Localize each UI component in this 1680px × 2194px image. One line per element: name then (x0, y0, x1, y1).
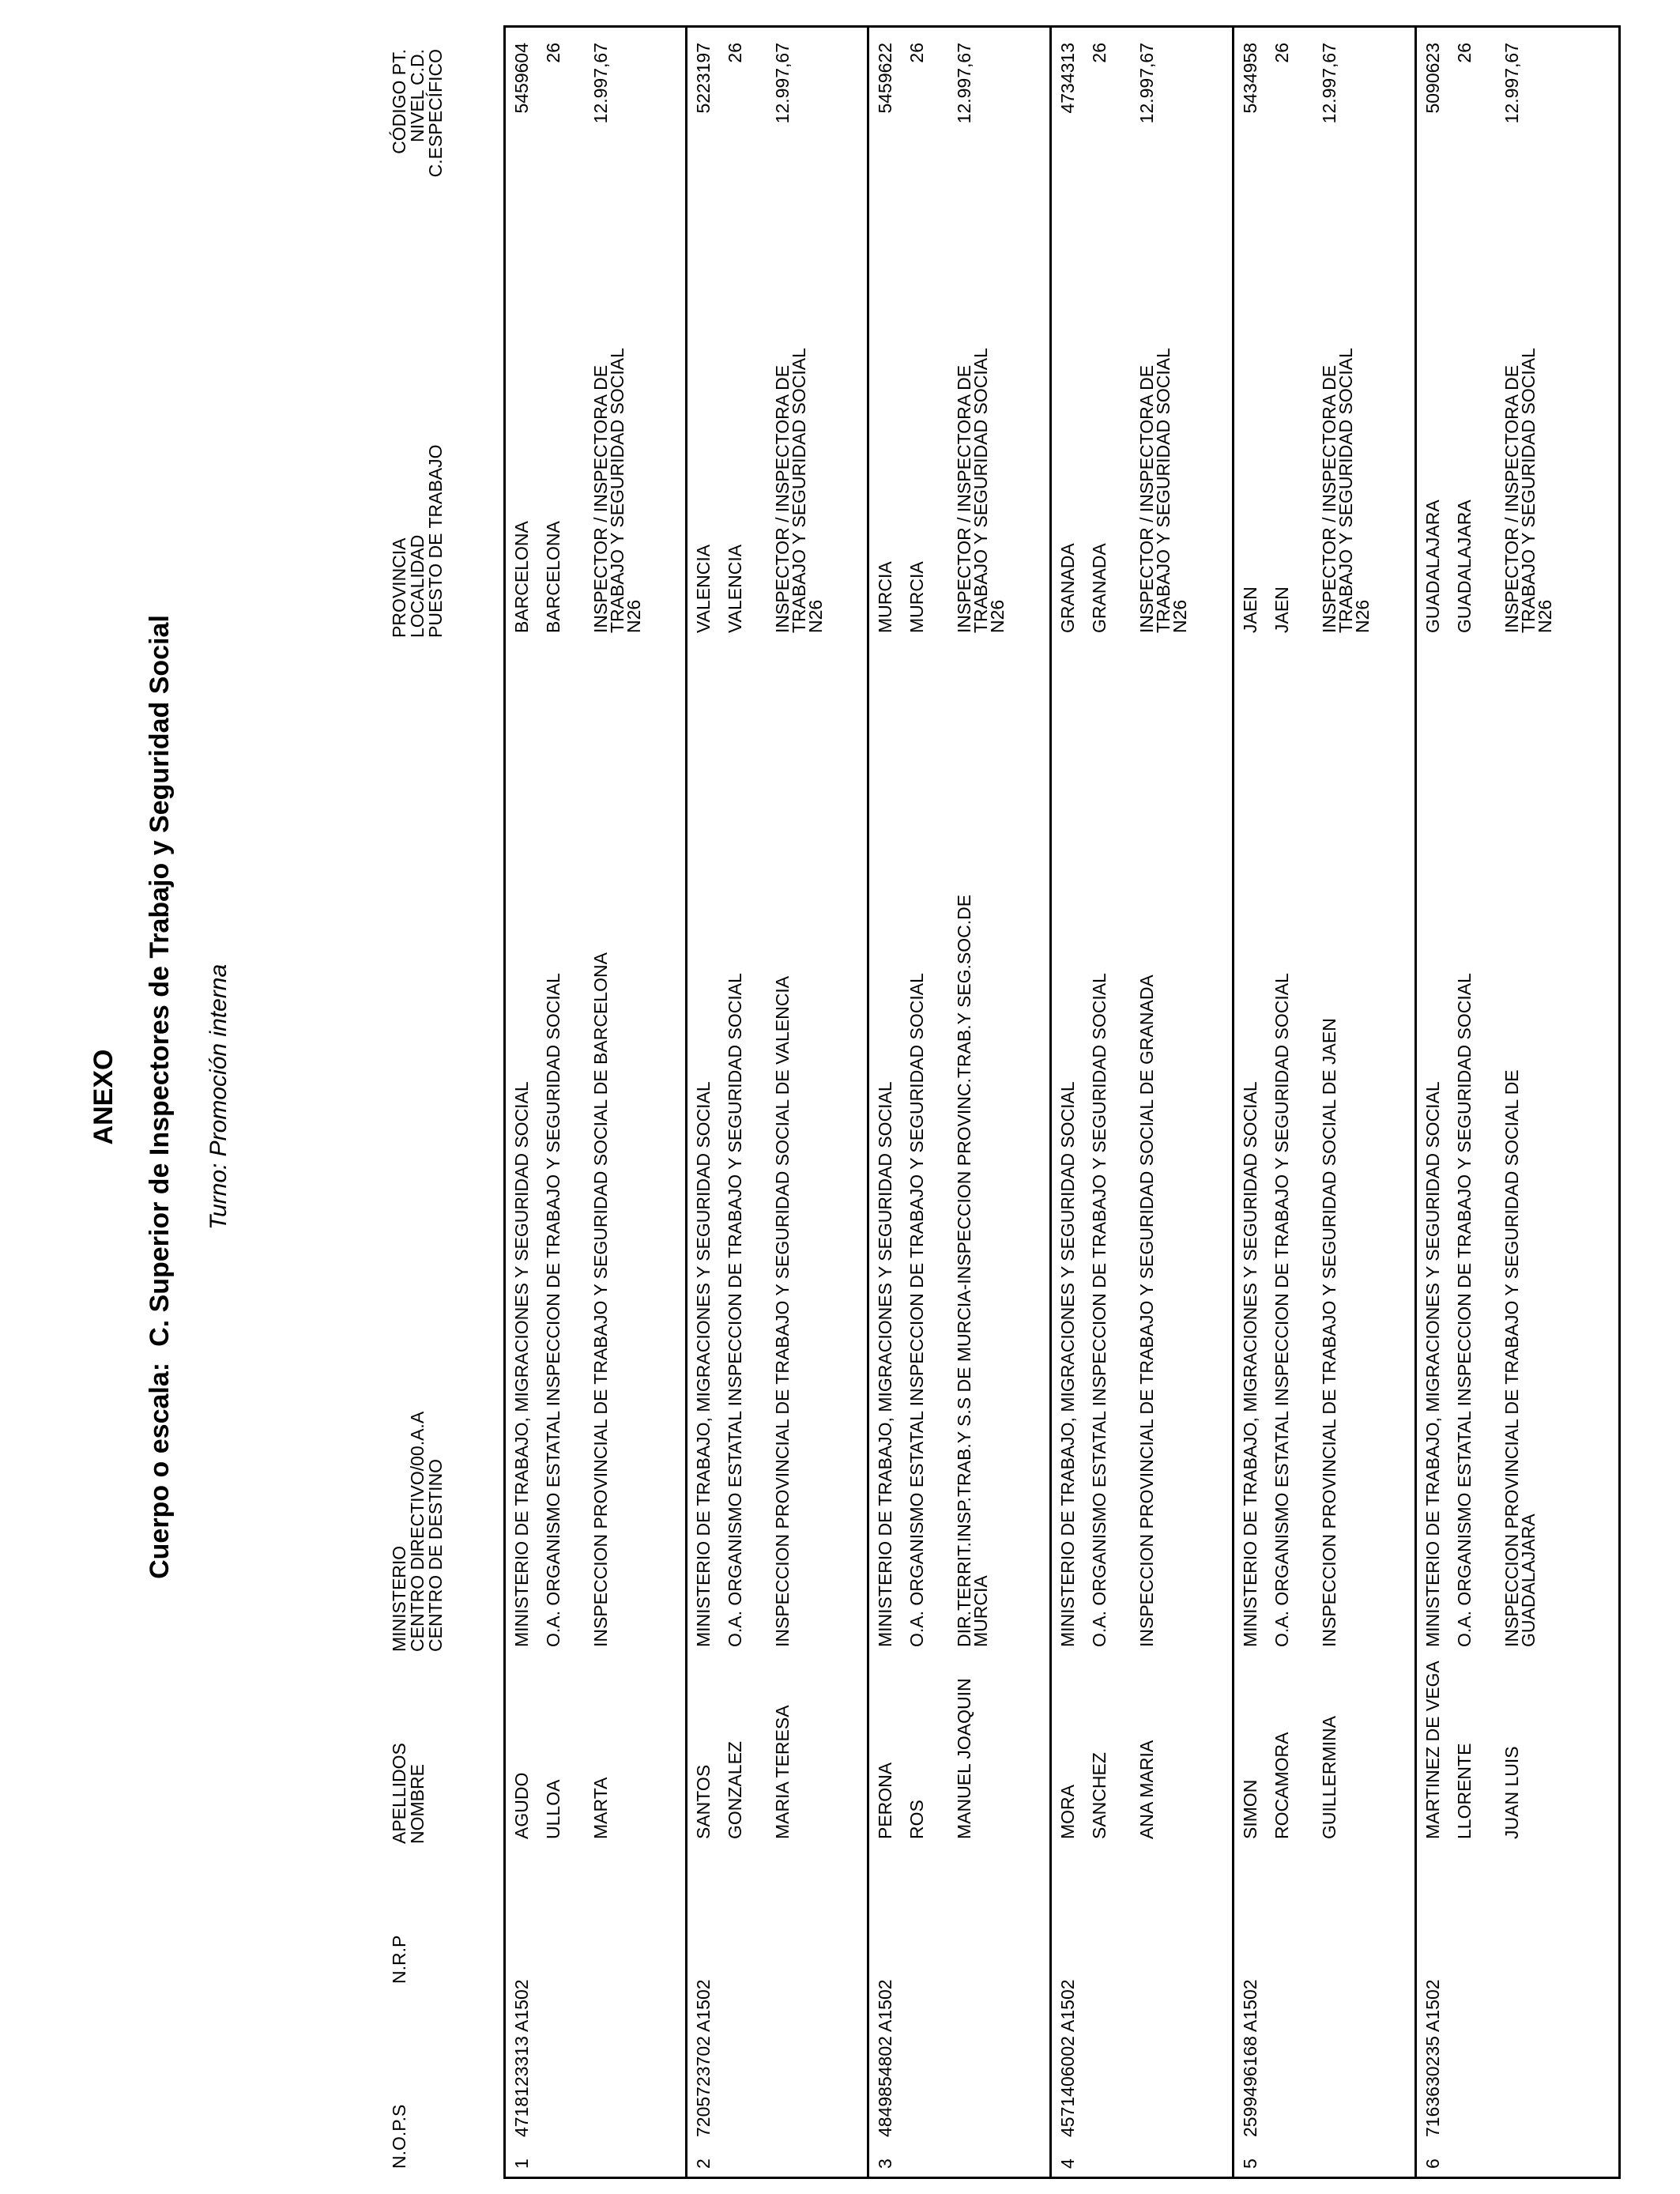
cuerpo-line (145, 0, 175, 2194)
header-provincia-puesto (390, 444, 445, 638)
row-nrp: 4718123313 A1502 (511, 1979, 532, 2137)
header-codigo-nivel (390, 49, 445, 278)
row-localidad: GUADALAJARA (1454, 499, 1475, 633)
row-apellido2: ROCAMORA (1271, 1732, 1292, 1839)
header-ministerio-label: MINISTERIO (389, 1545, 409, 1652)
row-ministerio: MINISTERIO DE TRABAJO, MIGRACIONES Y SEGURIDAD SOCIAL (1057, 1081, 1078, 1647)
row-puesto: INSPECTOR / INSPECTORA DE TRABAJO Y SEGURIDAD SOCIAL N26 (772, 348, 826, 633)
row-centro-destino: INSPECCION PROVINCIAL DE TRABAJO Y SEGURIDAD SOCIAL DE VALENCIA (772, 975, 793, 1647)
row-apellido2: GONZALEZ (725, 1741, 745, 1839)
row-centro-directivo: O.A. ORGANISMO ESTATAL INSPECCION DE TRABAJO Y SEGURIDAD SOCIAL (543, 973, 563, 1647)
header-puesto-label: PUESTO DE TRABAJO (425, 444, 446, 638)
header-centro-directivo-label: CENTRO DIRECTIVO/00.A.A (407, 1411, 428, 1652)
row-nombre: MARIA TERESA (772, 1705, 793, 1839)
header-codigo-label: CÓDIGO PT. (389, 49, 409, 154)
row-ministerio: MINISTERIO DE TRABAJO, MIGRACIONES Y SEGURIDAD SOCIAL (511, 1081, 532, 1647)
row-localidad: MURCIA (906, 561, 927, 633)
row-nombre: MANUEL JOAQUIN (954, 1678, 974, 1839)
header-localidad-label: LOCALIDAD (407, 534, 428, 638)
row-nivel: 26 (1454, 43, 1475, 63)
row-especifico: 12.997,67 (954, 43, 974, 124)
row-nivel: 26 (725, 43, 745, 63)
table-row (1234, 28, 1417, 2177)
header-nrp-label: N.R.P (389, 1935, 409, 1984)
header-nrp (390, 1936, 409, 1984)
row-index: 5 (1240, 2158, 1260, 2169)
table-row (1052, 28, 1234, 2177)
row-puesto: INSPECTOR / INSPECTORA DE TRABAJO Y SEGURIDAD SOCIAL N26 (590, 348, 644, 633)
row-localidad: JAEN (1271, 586, 1292, 633)
row-centro-directivo: O.A. ORGANISMO ESTATAL INSPECCION DE TRABAJO Y SEGURIDAD SOCIAL (906, 973, 927, 1647)
page-title: ANEXO (89, 1049, 119, 1145)
row-codigo: 5459622 (875, 43, 895, 114)
row-especifico: 12.997,67 (1501, 43, 1522, 124)
row-centro-destino: INSPECCION PROVINCIAL DE TRABAJO Y SEGURIDAD SOCIAL DE GUADALAJARA (1501, 1069, 1539, 1647)
row-especifico: 12.997,67 (772, 43, 793, 124)
row-index: 4 (1057, 2158, 1078, 2169)
row-centro-destino: INSPECCION PROVINCIAL DE TRABAJO Y SEGURIDAD SOCIAL DE JAEN (1319, 1018, 1339, 1647)
row-provincia: BARCELONA (511, 521, 532, 633)
row-nrp: 7163630235 A1502 (1422, 1979, 1443, 2137)
table-row (506, 28, 687, 2177)
row-puesto: INSPECTOR / INSPECTORA DE TRABAJO Y SEGURIDAD SOCIAL N26 (1319, 348, 1373, 633)
row-apellido2: ROS (906, 1800, 927, 1839)
cuerpo-label: Cuerpo o escala: (145, 1362, 175, 1579)
row-apellido1: PERONA (875, 1762, 895, 1839)
row-localidad: GRANADA (1089, 543, 1109, 633)
row-centro-directivo: O.A. ORGANISMO ESTATAL INSPECCION DE TRABAJO Y SEGURIDAD SOCIAL (725, 973, 745, 1647)
row-ministerio: MINISTERIO DE TRABAJO, MIGRACIONES Y SEGURIDAD SOCIAL (1240, 1081, 1260, 1647)
row-index: 1 (511, 2158, 532, 2169)
row-nivel: 26 (906, 43, 927, 63)
row-puesto: INSPECTOR / INSPECTORA DE TRABAJO Y SEGURIDAD SOCIAL N26 (954, 348, 1008, 633)
row-nrp: 4571406002 A1502 (1057, 1979, 1078, 2137)
row-centro-directivo: O.A. ORGANISMO ESTATAL INSPECCION DE TRABAJO Y SEGURIDAD SOCIAL (1089, 973, 1109, 1647)
row-apellido1: AGUDO (511, 1772, 532, 1839)
row-nivel: 26 (543, 43, 563, 63)
row-codigo: 5434958 (1240, 43, 1260, 114)
row-nivel: 26 (1089, 43, 1109, 63)
row-especifico: 12.997,67 (590, 43, 611, 124)
row-index: 3 (875, 2158, 895, 2169)
table-row (1417, 28, 1621, 2177)
row-provincia: GRANADA (1057, 543, 1078, 633)
row-index: 2 (693, 2158, 714, 2169)
row-nivel: 26 (1271, 43, 1292, 63)
header-centro-destino-label: CENTRO DE DESTINO (425, 1458, 446, 1652)
annex-table (503, 25, 1621, 2179)
row-ministerio: MINISTERIO DE TRABAJO, MIGRACIONES Y SEGURIDAD SOCIAL (1422, 1081, 1443, 1647)
turno-line: Turno: Promoción interna (205, 963, 232, 1231)
row-index: 6 (1422, 2158, 1443, 2169)
row-centro-directivo: O.A. ORGANISMO ESTATAL INSPECCION DE TRABAJO Y SEGURIDAD SOCIAL (1271, 973, 1292, 1647)
row-centro-destino: INSPECCION PROVINCIAL DE TRABAJO Y SEGURIDAD SOCIAL DE GRANADA (1136, 974, 1157, 1647)
row-apellido2: ULLOA (543, 1779, 563, 1839)
row-nombre: MARTA (590, 1777, 611, 1839)
row-apellido1: SANTOS (693, 1764, 714, 1839)
table-row (869, 28, 1052, 2177)
header-nivel-label: NIVEL C.D. (407, 49, 428, 143)
row-apellido1: MARTINEZ DE VEGA (1422, 1661, 1443, 1839)
header-nops-label: N.O.P.S (389, 2104, 409, 2169)
header-especifico-label: C.ESPECÍFICO (425, 49, 446, 178)
row-apellido1: SIMON (1240, 1779, 1260, 1839)
row-apellido2: LLORENTE (1454, 1743, 1475, 1839)
row-provincia: VALENCIA (693, 544, 714, 633)
header-apellidos-nombre (390, 1743, 427, 1844)
row-codigo: 5459604 (511, 43, 532, 114)
row-nrp: 7205723702 A1502 (693, 1979, 714, 2137)
row-localidad: BARCELONA (543, 521, 563, 633)
row-apellido2: SANCHEZ (1089, 1752, 1109, 1839)
header-provincia-label: PROVINCIA (389, 537, 409, 638)
row-nrp: 2599496168 A1502 (1240, 1979, 1260, 2137)
row-puesto: INSPECTOR / INSPECTORA DE TRABAJO Y SEGURIDAD SOCIAL N26 (1136, 348, 1190, 633)
header-ministerio-centro (390, 1412, 445, 1652)
row-provincia: GUADALAJARA (1422, 499, 1443, 633)
row-provincia: JAEN (1240, 586, 1260, 633)
row-nrp: 4849854802 A1502 (875, 1979, 895, 2137)
row-codigo: 4734313 (1057, 43, 1078, 114)
row-ministerio: MINISTERIO DE TRABAJO, MIGRACIONES Y SEGURIDAD SOCIAL (693, 1081, 714, 1647)
row-centro-destino: INSPECCION PROVINCIAL DE TRABAJO Y SEGURIDAD SOCIAL DE BARCELONA (590, 952, 611, 1647)
row-apellido1: MORA (1057, 1785, 1078, 1839)
row-nombre: ANA MARIA (1136, 1740, 1157, 1839)
row-localidad: VALENCIA (725, 544, 745, 633)
row-especifico: 12.997,67 (1136, 43, 1157, 124)
row-codigo: 5223197 (693, 43, 714, 114)
header-apellidos-label: APELLIDOS (389, 1743, 409, 1844)
row-nombre: JUAN LUIS (1501, 1746, 1522, 1839)
row-ministerio: MINISTERIO DE TRABAJO, MIGRACIONES Y SEGURIDAD SOCIAL (875, 1081, 895, 1647)
header-nombre-label: NOMBRE (407, 1764, 428, 1844)
row-nombre: GUILLERMINA (1319, 1716, 1339, 1839)
header-nops (390, 2105, 409, 2169)
cuerpo-value: C. Superior de Inspectores de Trabajo y Seguridad Social (145, 615, 175, 1347)
table-row (687, 28, 869, 2177)
row-centro-destino: DIR.TERRIT.INSP.TRAB.Y S.S DE MURCIA-INSPECCION PROVINC.TRAB.Y SEG.SOC.DE MURCIA (954, 894, 991, 1647)
row-centro-directivo: O.A. ORGANISMO ESTATAL INSPECCION DE TRABAJO Y SEGURIDAD SOCIAL (1454, 973, 1475, 1647)
row-provincia: MURCIA (875, 561, 895, 633)
row-codigo: 5090623 (1422, 43, 1443, 114)
row-puesto: INSPECTOR / INSPECTORA DE TRABAJO Y SEGURIDAD SOCIAL N26 (1501, 348, 1555, 633)
row-especifico: 12.997,67 (1319, 43, 1339, 124)
